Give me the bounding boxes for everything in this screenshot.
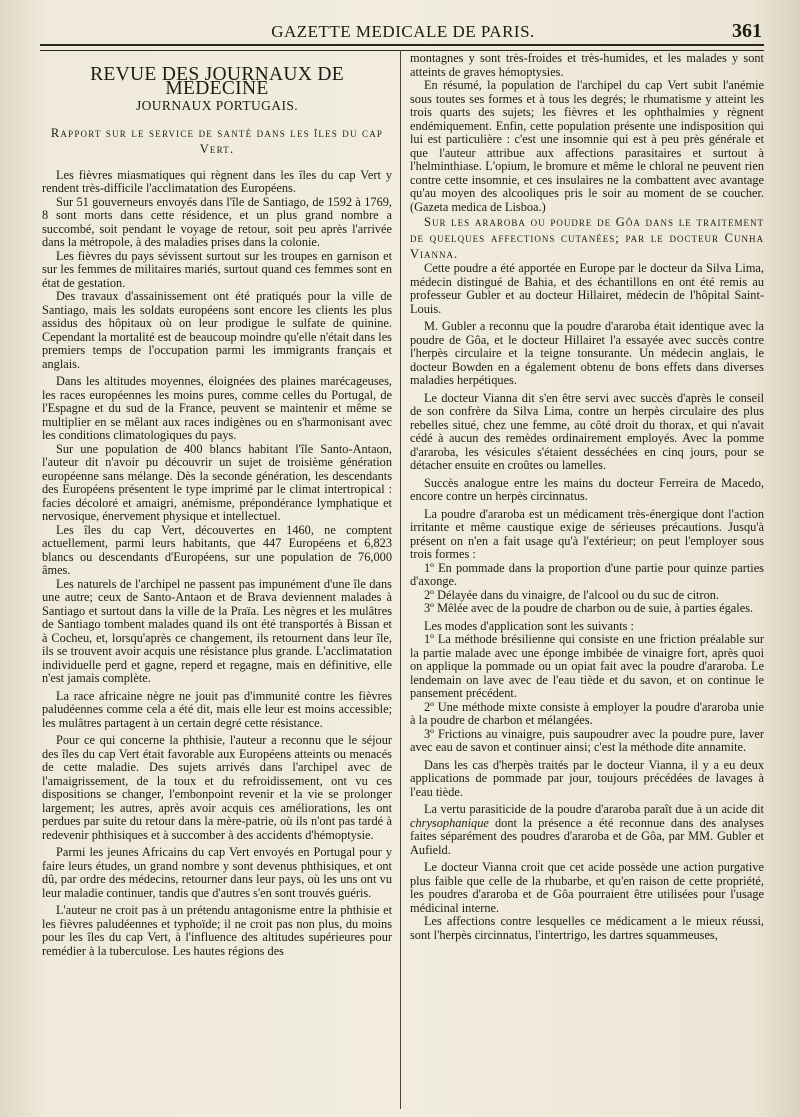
paragraph: Le docteur Vianna dit s'en être servi avec succès d'après le conseil de son confrère da Silva Lima, contre un herpès circulaire des plus rebelles situé, chez une femme, au côté droit du thorax, et qui n'avait cédé à aucun des remèdes ordinairement employés. Avec la pomme d'araroba, les vésicules s'étaient desséchées en cinq jours, pour se détacher ensuite en croûtes ou lamelles. xyxy=(410,390,764,472)
paragraph: Les fièvres du pays sévissent surtout sur les troupes en garnison et sur les femmes de militaires mariés, surtout quand ces femmes sont en état de gestation. xyxy=(42,248,392,290)
paragraph: Dans les cas d'herpès traités par le docteur Vianna, il y a eu deux applications de pommade par jour, toujours précédées de lavages à l'eau tiède. xyxy=(410,757,764,799)
paragraph: M. Gubler a reconnu que la poudre d'araroba était identique avec la poudre de Gôa, et le docteur Hillairet l'a essayée avec succès contre l'herpès circulaire et la teigne tonsurante. Un médecin anglais, le docteur Bowden en a également obtenu de bons effets dans diverses maladies herpétiques. xyxy=(410,319,764,387)
list-item: 3º Frictions au vinaigre, puis saupoudrer avec la poudre pure, laver avec eau de savon et continuer ainsi; c'est la méthode dite annamite. xyxy=(410,726,764,754)
paragraph: montagnes y sont très-froides et très-humides, et les malades y sont atteints de graves hémoptysies. xyxy=(410,51,764,79)
paragraph-text: La vertu parasiticide de la poudre d'araroba paraît due à un acide dit xyxy=(424,802,764,816)
paragraph: Cette poudre a été apportée en Europe par le docteur da Silva Lima, médecin distingué de Bahia, et des échantillons en ont été remis au professeur Gubler et au docteur Hillairet, médecin de l'hôpital Saint-Louis. xyxy=(410,261,764,316)
section-subtitle: JOURNAUX PORTUGAIS. xyxy=(135,98,299,113)
header-rule xyxy=(40,44,764,51)
paragraph: Les naturels de l'archipel ne passent pas impunément d'une île dans une autre; ceux de Santo-Antaon et de Brava deviennent malades à Santiago et surtout dans la ville de la Praïa. Les nègres et les mulâtres de Santiago tombent malades quand ils ont été transportés à Bissan et à Cocheu, et, lorsqu'après ce changement, ils retournent dans leur île, ils se trouvent avoir acquis une résistance plus grande. L'acclimatation individuelle perd et gagne, reperd et regagne, mais en définitive, elle n'est jamais complète. xyxy=(42,576,392,685)
paragraph: En résumé, la population de l'archipel du cap Vert subit l'anémie sous toutes ses formes et à tous les degrés; le rhumatisme y atteint les trois quarts des sujets; les fièvres et les ophthalmies y règnent endémiquement. Enfin, cette population présente une indisposition qui lui est particulière : c'est une insomnie qui est à peu près générale et que l'auteur attribue aux affections parasitaires et surtout à l'helminthiase. L'opium, le bromure et même le chloral ne peuvent rien contre cette insomnie, et ces insulaires ne la combattent avec avantage qu'au moyen des alcooliques pris le soir au moment de se coucher. (Gazeta medica de Lisboa.) xyxy=(410,78,764,214)
paragraph: Sur une population de 400 blancs habitant l'île Santo-Antaon, l'auteur dit n'avoir pu découvrir un sujet de troisième génération européenne sans mélange. Dès la seconde génération, les descendants des Européens présentent le type imprimé par le climat intertropical : facies décoloré et amaigri, anémisme, prépondérance lymphatique et nervosique, énervement physique et intellectuel. xyxy=(42,441,392,523)
paragraph: Sur 51 gouverneurs envoyés dans l'île de Santiago, de 1592 à 1769, 8 sont morts dans cette résidence, et un plus grand nombre a succombé, soit pendant le voyage de retour, soit peu après l'arrivée dans la métropole, à des maladies prises dans la colonie. xyxy=(42,194,392,249)
emphasis-term: chrysophanique xyxy=(410,815,489,830)
paragraph: Succès analogue entre les mains du docteur Ferreira de Macedo, encore contre un herpès circinnatus. xyxy=(410,475,764,503)
list-item: 2º Une méthode mixte consiste à employer la poudre d'araroba unie à la poudre de charbon et mélangées. xyxy=(410,699,764,727)
paragraph: L'auteur ne croit pas à un prétendu antagonisme entre la phthisie et les fièvres paludéennes et typhoïde; il ne croit pas non plus, du moins pour les îles du cap Vert, à l'influence des altitudes supérieures pour remédier à la tuberculose. Les hautes régions des xyxy=(42,903,392,958)
right-column xyxy=(410,52,764,942)
paragraph: Les affections contre lesquelles ce médicament a le mieux réussi, sont l'herpès circinnatus, l'intertrigo, les dartres squammeuses, xyxy=(410,914,764,942)
article-title: Sur les araroba ou poudre de Gôa dans le traitement de quelques affections cutanées; par le docteur Cunha Vianna. xyxy=(410,215,764,261)
paragraph xyxy=(410,803,764,857)
list-item: 1º La méthode brésilienne qui consiste en une friction préalable sur la partie malade avec une éponge imbibée de vinaigre fort, après quoi on applique la pommade ou un opiat fait avec la poudre d'araroba. Le lendemain on lave avec de l'eau tiède et du savon, et on continue le pansement précédent. xyxy=(410,632,764,700)
running-title: GAZETTE MEDICALE DE PARIS. xyxy=(271,22,535,41)
article-title: Rapport sur le service de santé dans les îles du cap Vert. xyxy=(50,125,384,156)
paragraph: Le docteur Vianna croit que cet acide possède une action purgative plus faible que celle de la rhubarbe, et qu'en raison de cette propriété, les poudres d'araroba et de Gôa pourraient être utilisées pour l'usage médicinal interne. xyxy=(410,860,764,915)
paragraph: Dans les altitudes moyennes, éloignées des plaines marécageuses, les races européennes les moins pures, comme celles du Portugal, de l'Espagne et du sud de la France, peuvent se maintenir et même se multiplier en se mêlant aux races indigènes ou en s'harmonisant avec les conditions climatologiques du pays. xyxy=(42,374,392,442)
paragraph: Parmi les jeunes Africains du cap Vert envoyés en Portugal pour y faire leurs études, un grand nombre y sont devenus phthisiques, et ont dû, par ordre des médecins, retourner dans leur pays, où les uns ont vu leur maladie continuer, tandis que d'autres s'en sont trouvés guéris. xyxy=(42,845,392,900)
list-item: 3º Mêlée avec de la poudre de charbon ou de suie, à parties égales. xyxy=(424,601,754,615)
paragraph: Les modes d'application sont les suivants : xyxy=(424,618,634,633)
paragraph: Les fièvres miasmatiques qui règnent dans les îles du cap Vert y rendent très-difficile l'acclimatation des Européens. xyxy=(42,167,392,195)
paragraph: La race africaine nègre ne jouit pas d'immunité contre les fièvres paludéennes comme cela a été dit, mais elle leur est moins accessible; les mulâtres partagent à un certain degré cette résistance. xyxy=(42,688,392,730)
page-header xyxy=(44,20,762,42)
paragraph: Pour ce qui concerne la phthisie, l'auteur a reconnu que le séjour des îles du cap Vert était favorable aux Européens atteints ou menacés de cette maladie. Des sujets arrivés dans l'archipel avec de l'amaigrissement, de la toux et du refroidissement, ont vu ces dispositions se changer, l'embonpoint revenir et la vie se prolonger largement; les autres, après avoir acquis ces améliorations, les ont perdues par suite du retour dans la mère-patrie, où ils n'ont pas tardé à redevenir phthisiques et à succomber à des accidents d'hémoptysie. xyxy=(42,733,392,842)
left-column xyxy=(42,54,392,958)
paragraph: Des travaux d'assainissement ont été pratiqués pour la ville de Santiago, mais les soldats européens sont encore les clients les plus assidus des hôpitaux où on leur prodigue le sulfate de quinine. Cependant la mortalité est de beaucoup moindre qu'elle n'était dans les premiers temps de l'occupation parmi les immigrants français et anglais. xyxy=(42,289,392,371)
paragraph-text: dont la présence a été reconnue dans des analyses faites séparément des poudres d'araroba et de Gôa, par MM. Gubler et Aufield. xyxy=(410,815,764,857)
list-item: 2º Délayée dans du vinaigre, de l'alcool ou du suc de citron. xyxy=(424,587,720,602)
list-item: 1º En pommade dans la proportion d'une partie pour quinze parties d'axonge. xyxy=(410,560,764,588)
section-title: REVUE DES JOURNAUX DE MEDECINE xyxy=(90,64,344,99)
page-number: 361 xyxy=(732,20,762,42)
column-divider xyxy=(400,50,401,1109)
paragraph: Les îles du cap Vert, découvertes en 1460, ne comptent actuellement, parmi leurs habitants, que 447 Européens et 6,823 blancs ou descendants d'Européens, sur une population de 76,000 âmes. xyxy=(42,522,392,577)
paragraph: La poudre d'araroba est un médicament très-énergique dont l'action irritante et même caustique exige de sérieuses précautions. Jusqu'à présent on n'en a fait usage qu'à l'extérieur; on peut l'employer sous trois formes : xyxy=(410,506,764,561)
